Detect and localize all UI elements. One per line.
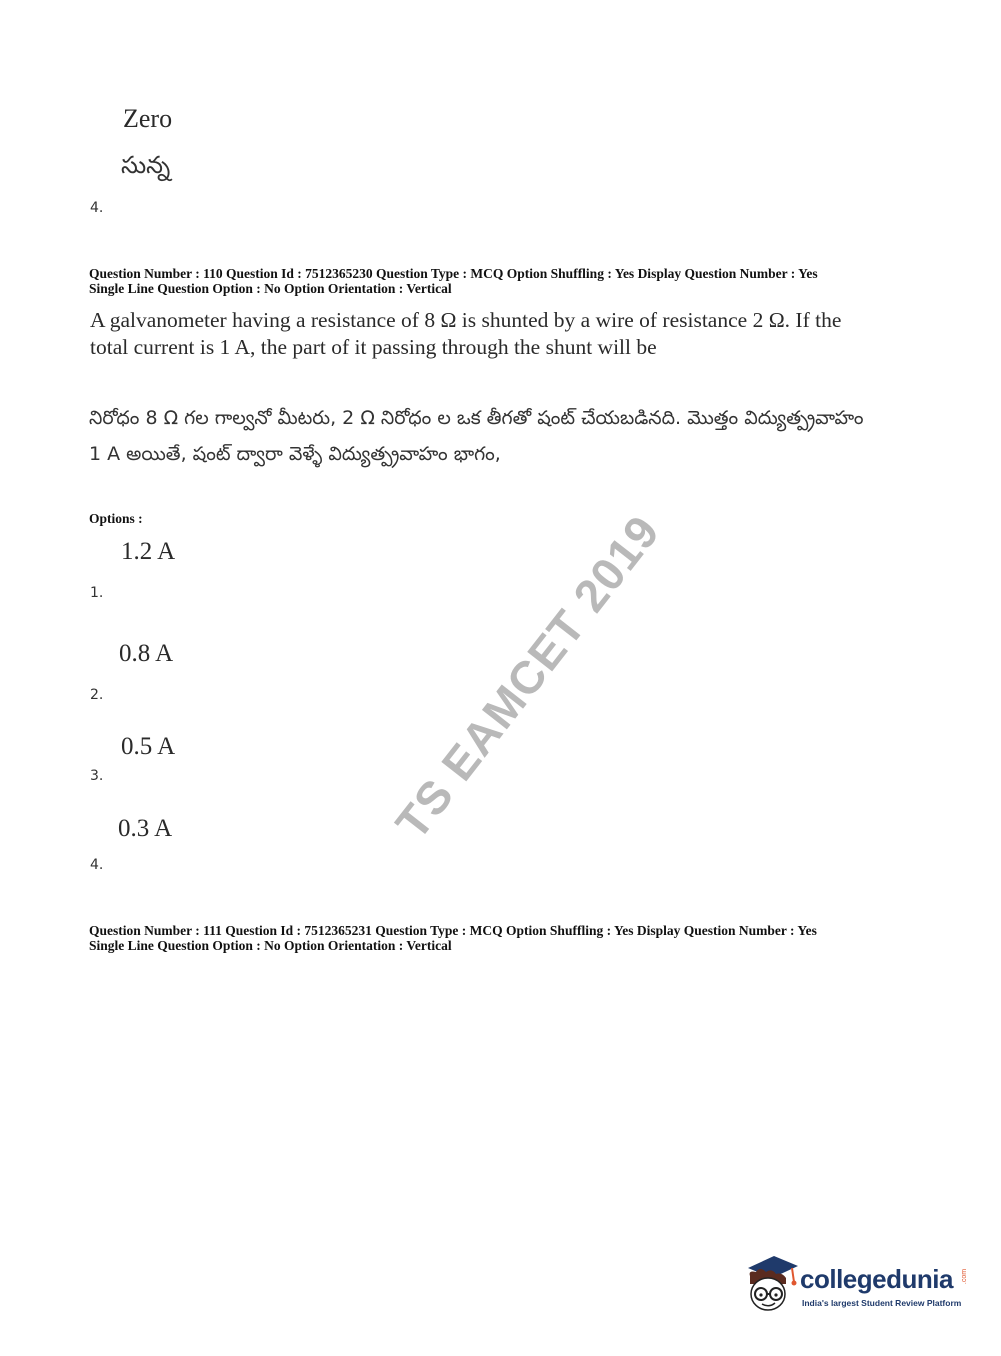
option-2-text: 0.8 A (119, 640, 174, 667)
prev-option-4-english: Zero (123, 104, 173, 133)
q110-meta-line1: Question Number : 110 Question Id : 7512365230 Question Type : MCQ Option Shuffling : Yes Display Question Number : Yes (89, 266, 818, 281)
collegedunia-logo (742, 1250, 972, 1320)
q110-telugu-line2: 1 A అయితే, షంట్ ద్వారా వెళ్ళే విద్యుత్ప్రవాహం భాగం, (89, 443, 501, 465)
options-label: Options : (89, 511, 143, 526)
option-2-number: 2. (90, 687, 104, 703)
option-4-text: 0.3 A (118, 815, 173, 842)
q110-english-line2: total current is 1 A, the part of it passing through the shunt will be (90, 335, 657, 359)
logo-wordmark: collegedunia (800, 1264, 953, 1294)
q110-english-text (90, 307, 950, 361)
option-1-number: 1. (90, 585, 104, 601)
logo-tagline: India's largest Student Review Platform (802, 1298, 962, 1308)
option-3-number: 3. (90, 768, 104, 784)
watermark: TS EAMCET 2019 (385, 505, 670, 849)
q111-meta-line2: Single Line Question Option : No Option Orientation : Vertical (89, 938, 452, 953)
q110-telugu-text (89, 400, 949, 472)
q111-meta-line1: Question Number : 111 Question Id : 7512365231 Question Type : MCQ Option Shuffling : Yes Display Question Number : Yes (89, 923, 817, 938)
option-4-number: 4. (90, 857, 104, 873)
student-mascot-icon (742, 1250, 800, 1316)
prev-option-4-telugu: సున్న (121, 151, 171, 179)
option-1-text: 1.2 A (121, 538, 176, 565)
q110-english-line1: A galvanometer having a resistance of 8 Ω is shunted by a wire of resistance 2 Ω. If the (90, 308, 842, 332)
prev-option-4-number: 4. (90, 200, 104, 216)
q110-meta-line2: Single Line Question Option : No Option Orientation : Vertical (89, 281, 452, 296)
q110-telugu-line1: నిరోధం 8 Ω గల గాల్వనో మీటరు, 2 Ω నిరోధం ల ఒక తీగతో షంట్ చేయబడినది. మొత్తం విద్యుత్ప్రవాహం (89, 407, 864, 429)
option-3-text: 0.5 A (121, 733, 176, 760)
logo-suffix: .com (961, 1268, 969, 1285)
